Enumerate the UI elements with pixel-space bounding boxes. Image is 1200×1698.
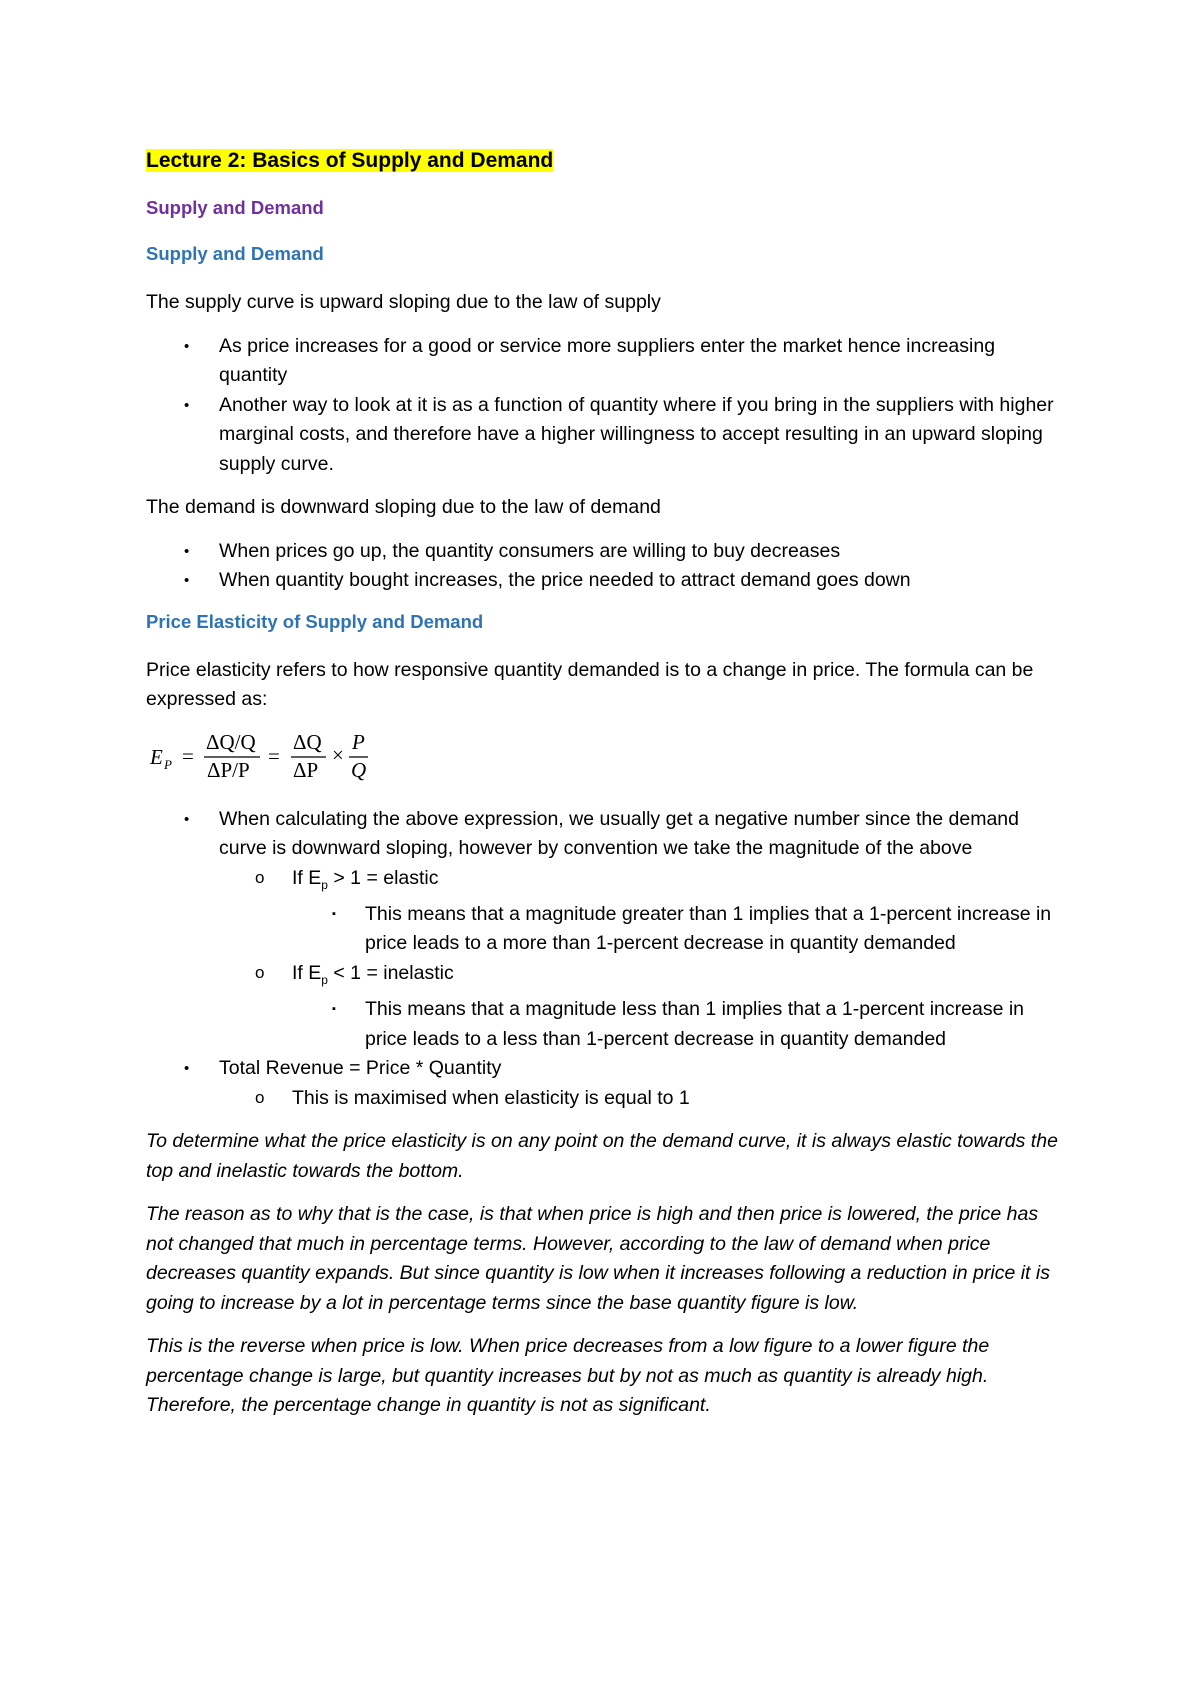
formula-times: × — [332, 742, 344, 767]
list-item-text: Another way to look at it is as a function of quantity where if you bring in the suppliers with higher marginal costs, and therefore have a higher willingness to accept resulting in an upward sloping supply curve. — [219, 393, 1054, 475]
elasticity-formula — [146, 729, 1066, 785]
formula-frac2-num: ΔQ — [293, 729, 322, 754]
heading-price-elasticity: Price Elasticity of Supply and Demand — [146, 610, 484, 632]
list-item-text: When prices go up, the quantity consumers are willing to buy decreases — [219, 539, 841, 562]
elasticity-cases-list — [219, 864, 1066, 1055]
formula-lhs: E — [150, 744, 163, 769]
formula-svg — [146, 729, 406, 785]
circle-marker: o — [255, 867, 265, 887]
list-item — [292, 900, 1066, 959]
bullet-marker: • — [184, 572, 190, 589]
elastic-case-suffix: > 1 = elastic — [327, 866, 439, 889]
list-item — [219, 959, 1066, 1054]
list-item-text: Total Revenue = Price * Quantity — [219, 1057, 502, 1080]
lecture-title — [146, 148, 1066, 174]
elastic-detail-list — [292, 900, 1066, 959]
elastic-case-sub: p — [321, 877, 328, 892]
list-item-text: As price increases for a good or service more suppliers enter the market hence increasing quantity — [219, 334, 996, 386]
elasticity-bullet-list — [146, 805, 1066, 1114]
list-item — [146, 332, 1066, 391]
list-item-text: When calculating the above expression, we usually get a negative number since the demand curve is downward sloping, however by convention we take the magnitude of the above — [219, 807, 1019, 859]
heading-purple: Supply and Demand — [146, 197, 324, 218]
inelastic-case-prefix: If E — [292, 961, 322, 984]
circle-marker: o — [255, 962, 265, 982]
list-item — [146, 391, 1066, 480]
lecture-title-text: Lecture 2: Basics of Supply and Demand — [146, 149, 554, 172]
supply-bullet-list — [146, 332, 1066, 480]
list-item-text: When quantity bought increases, the price needed to attract demand goes down — [219, 569, 911, 591]
formula-frac3-num: P — [352, 729, 365, 754]
formula-equals-2: = — [268, 743, 280, 768]
list-item-text: This means that a magnitude less than 1 implies that a 1-percent increase in price leads to a less than 1-percent decrease in quantity demanded — [365, 998, 1025, 1050]
list-item — [146, 537, 1066, 567]
bullet-marker: • — [184, 810, 190, 828]
inelastic-case-suffix: < 1 = inelastic — [327, 961, 454, 984]
formula-equals-1: = — [182, 743, 194, 768]
list-item — [219, 1084, 1066, 1114]
list-item-text: This is maximised when elasticity is equal to 1 — [292, 1086, 690, 1109]
heading-supply-demand: Supply and Demand — [146, 243, 324, 264]
revenue-sub-list — [219, 1084, 1066, 1114]
italic-paragraph-2: The reason as to why that is the case, is that when price is high and then price is lowered, the price has not changed that much in percentage terms. However, according to the law of demand when price decreases quantity expands. But since quantity is low when it increases following a reduction in price it is going to increase by a lot in percentage terms since the base quantity figure is low. — [146, 1203, 1050, 1314]
bullet-marker: • — [184, 1060, 190, 1078]
supply-intro: The supply curve is upward sloping due to the law of supply — [146, 291, 661, 313]
inelastic-case-sub: p — [321, 972, 328, 987]
demand-bullet-list — [146, 537, 1066, 596]
elastic-case-prefix: If E — [292, 866, 322, 889]
list-item — [146, 1054, 1066, 1113]
document-body — [146, 148, 1066, 1435]
formula-lhs-sub: P — [164, 756, 172, 772]
list-item — [146, 805, 1066, 1055]
elasticity-intro: Price elasticity refers to how responsive quantity demanded is to a change in price. The formula can be expressed as: — [146, 658, 1034, 710]
demand-intro: The demand is downward sloping due to the law of demand — [146, 496, 661, 518]
inelastic-detail-list — [292, 995, 1066, 1054]
square-marker: ▪ — [332, 907, 336, 920]
square-marker: ▪ — [332, 1003, 336, 1016]
list-item — [292, 995, 1066, 1054]
list-item — [219, 864, 1066, 959]
formula-frac3-den: Q — [351, 757, 367, 782]
bullet-marker: • — [184, 542, 190, 560]
bullet-marker: • — [184, 337, 190, 355]
circle-marker: o — [255, 1087, 265, 1107]
formula-frac1-num: ΔQ/Q — [206, 729, 256, 754]
formula-frac1-den: ΔP/P — [207, 757, 250, 782]
list-item — [146, 566, 1066, 596]
formula-frac2-den: ΔP — [293, 757, 319, 782]
italic-paragraph-3: This is the reverse when price is low. When price decreases from a low figure to a lower figure the percentage change is large, but quantity increases but by not as much as quantity is already high. Therefore, the percentage change in quantity is not as significant. — [146, 1335, 990, 1417]
bullet-marker: • — [184, 396, 190, 414]
italic-paragraph-1: To determine what the price elasticity is on any point on the demand curve, it is always elastic towards the top and inelastic towards the bottom. — [146, 1130, 1058, 1182]
list-item-text: This means that a magnitude greater than 1 implies that a 1-percent increase in price leads to a more than 1-percent decrease in quantity demanded — [365, 902, 1052, 955]
